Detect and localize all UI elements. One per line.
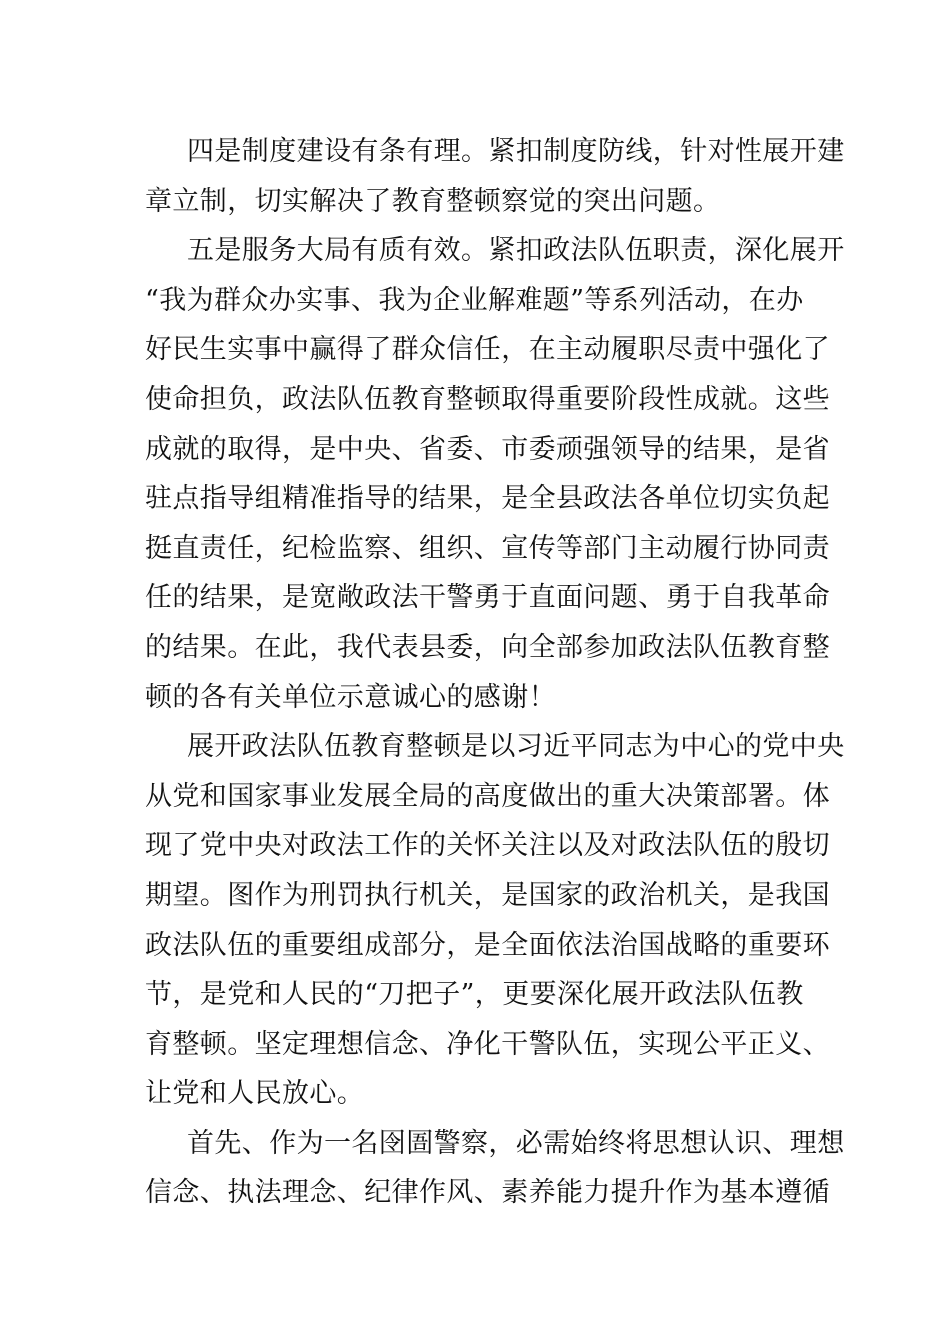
paragraph-line: 挺直责任，纪检监察、组织、宣传等部门主动履行协同责 <box>145 532 830 564</box>
paragraph-line: 成就的取得，是中央、省委、市委顽强领导的结果，是省 <box>145 433 830 465</box>
paragraph-line: 育整顿。坚定理想信念、净化干警队伍，实现公平正义、 <box>145 1028 830 1060</box>
paragraph-line: 任的结果，是宽敞政法干警勇于直面问题、勇于自我革命 <box>145 582 830 614</box>
document-body <box>145 127 845 1218</box>
paragraph-line: 的结果。在此，我代表县委，向全部参加政法队伍教育整 <box>145 631 830 663</box>
paragraph-line: 四是制度建设有条有理。紧扣制度防线，针对性展开建 <box>187 136 845 167</box>
paragraph-line: 从党和国家事业发展全局的高度做出的重大决策部署。体 <box>145 780 830 812</box>
paragraph-line: 让党和人民放心。 <box>145 1078 365 1110</box>
paragraph-line: 期望。图作为刑罚执行机关，是国家的政治机关，是我国 <box>145 879 830 911</box>
paragraph-line: 驻点指导组精准指导的结果，是全县政法各单位切实负起 <box>145 483 830 515</box>
paragraph-line: 信念、执法理念、纪律作风、素养能力提升作为基本遵循 <box>145 1177 830 1209</box>
paragraph-line: 顿的各有关单位示意诚心的感谢！ <box>145 681 556 713</box>
paragraph-line: 政法队伍的重要组成部分，是全面依法治国战略的重要环 <box>145 929 830 961</box>
paragraph-line: “我为群众办实事、我为企业解难题”等系列活动，在办 <box>145 284 804 316</box>
paragraph-line: 五是服务大局有质有效。紧扣政法队伍职责，深化展开 <box>187 235 845 267</box>
paragraph-line: 章立制，切实解决了教育整顿察觉的突出问题。 <box>145 185 721 217</box>
paragraph-line: 现了党中央对政法工作的关怀关注以及对政法队伍的殷切 <box>145 830 830 862</box>
paragraph-line: 节，是党和人民的“刀把子”，更要深化展开政法队伍教 <box>145 979 804 1011</box>
paragraph-line: 展开政法队伍教育整顿是以习近平同志为中心的党中央 <box>187 731 845 763</box>
paragraph-line: 首先、作为一名囹圄警察，必需始终将思想认识、理想 <box>187 1127 845 1159</box>
paragraph-line: 使命担负，政法队伍教育整顿取得重要阶段性成就。这些 <box>145 383 830 415</box>
paragraph-line: 好民生实事中赢得了群众信任，在主动履职尽责中强化了 <box>145 334 830 366</box>
